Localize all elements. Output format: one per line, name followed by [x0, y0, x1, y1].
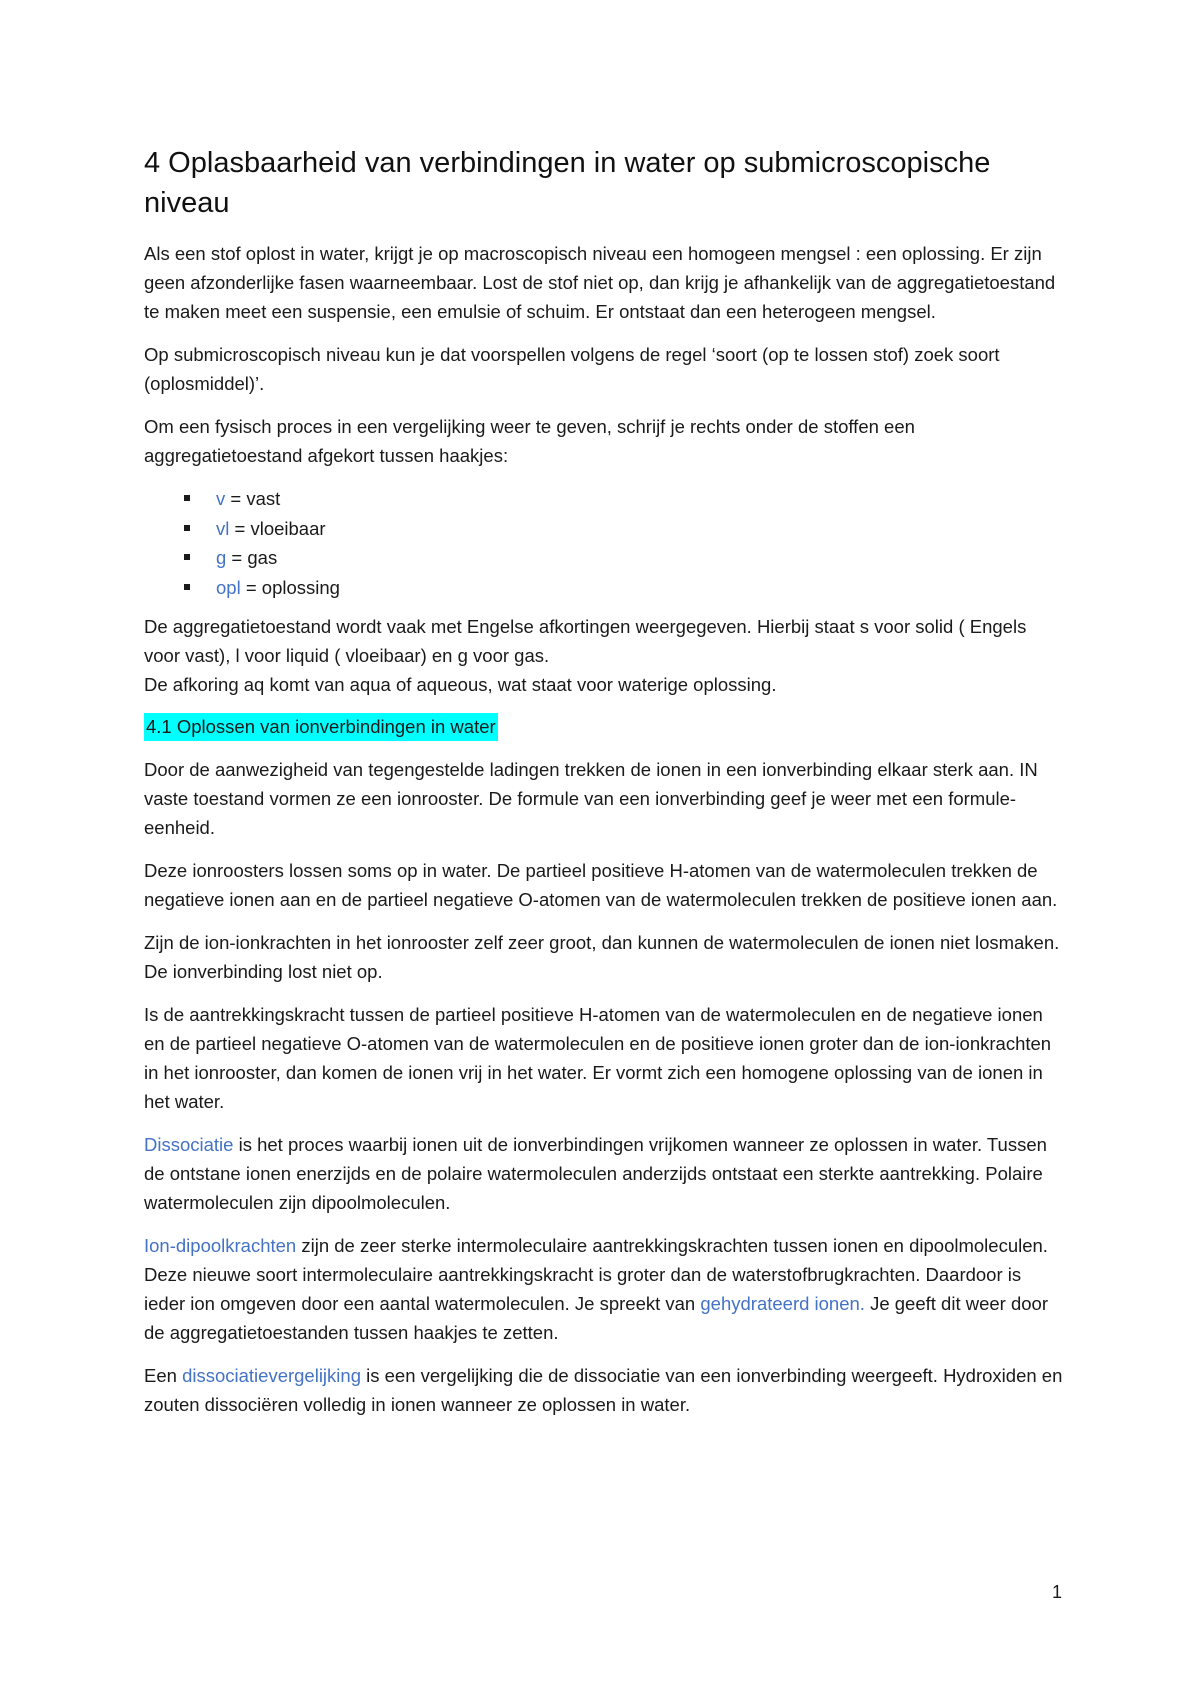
english-line-2: De afkoring aq komt van aqua of aqueous, wat staat voor waterige oplossing. [144, 674, 777, 695]
state-abbreviation: g [216, 547, 227, 568]
aggregation-state-list [144, 484, 1064, 602]
page-content [144, 143, 1064, 1433]
english-line-1: De aggregatietoestand wordt vaak met Engelse afkortingen weergegeven. Hierbij staat s voor solid ( Engels voor vast), l voor liquid ( vloeibaar) en g voor gas. [144, 616, 1027, 666]
intro-paragraph-2: Op submicroscopisch niveau kun je dat voorspellen volgens de regel ‘soort (op te lossen stof) zoek soort (oplosmiddel)’. [144, 344, 1000, 394]
list-item [184, 543, 1064, 573]
state-description: = vast [225, 488, 281, 509]
square-bullet-icon [184, 525, 190, 531]
intro-paragraph-3: Om een fysisch proces in een vergelijking weer te geven, schrijf je rechts onder de stoffen een aggregatietoestand afgekort tussen haakjes: [144, 416, 915, 466]
state-abbreviation: opl [216, 576, 241, 598]
section-paragraph-2: Deze ionroosters lossen soms op in water. De partieel positieve H-atomen van de watermoleculen trekken de negatieve ionen aan en de partieel negatieve O-atomen van de watermoleculen trekken de positieve ionen aan. [144, 860, 1058, 910]
term-dissociatie: Dissociatie [144, 1134, 234, 1155]
list-item [184, 514, 1064, 544]
page-title: 4 Oplasbaarheid van verbindingen in water op submicroscopische niveau [144, 147, 991, 219]
vergelijking-text: is een vergelijking die de dissociatie van een ionverbinding weergeeft. Hydroxiden en zouten dissociëren volledig in ionen wanneer ze oplossen in water. [144, 1365, 1063, 1415]
square-bullet-icon [184, 495, 190, 501]
section-paragraph-4: Is de aantrekkingskracht tussen de partieel positieve H-atomen van de watermoleculen en de negatieve ionen en de partieel negatieve O-atomen van de watermoleculen en de positieve ionen groter dan de ion-ionkrachten in het ionrooster, dan komen de ionen vrij in het water. Er vormt zich een homogene oplossing van de ionen in het water. [144, 1004, 1052, 1112]
dissociatievergelijking-paragraph [144, 1361, 1064, 1419]
square-bullet-icon [184, 554, 190, 560]
state-abbreviation: v [216, 488, 226, 509]
ion-dipool-paragraph [144, 1231, 1064, 1347]
page-number: 1 [1052, 1582, 1063, 1602]
section-paragraph-3: Zijn de ion-ionkrachten in het ionrooster zelf zeer groot, dan kunnen de watermoleculen de ionen niet losmaken. De ionverbinding lost niet op. [144, 932, 1060, 982]
state-description: = vloeibaar [229, 517, 326, 539]
state-description: = gas [226, 547, 278, 568]
list-item [184, 484, 1064, 514]
section-heading-wrapper [144, 713, 1064, 755]
vergelijking-start-text: Een [144, 1365, 183, 1386]
state-abbreviation: vl [216, 517, 230, 539]
term-ion-dipoolkrachten: Ion-dipoolkrachten [144, 1235, 297, 1256]
list-item [184, 573, 1064, 603]
section-paragraph-1: Door de aanwezigheid van tegengestelde ladingen trekken de ionen in een ionverbinding elkaar sterk aan. IN vaste toestand vormen ze een ionrooster. De formule van een ionverbinding geef je weer met een formule-eenheid. [144, 759, 1038, 838]
ion-dipool-end-text: Je geeft dit weer door de aggregatietoestanden tussen haakjes te zetten. [144, 1293, 1049, 1343]
square-bullet-icon [184, 584, 190, 590]
dissociatie-paragraph [144, 1130, 1064, 1217]
state-description: = oplossing [240, 576, 340, 598]
english-abbreviations-paragraph [144, 612, 1064, 699]
section-heading: 4.1 Oplossen van ionverbindingen in water [144, 713, 498, 741]
intro-paragraph-1: Als een stof oplost in water, krijgt je op macroscopisch niveau een homogeen mengsel : een oplossing. Er zijn geen afzonderlijke fasen waarneembaar. Lost de stof niet op, dan krijg je afhankelijk van de aggregatietoestand te maken meet een suspensie, een emulsie of schuim. Er ontstaat dan een heterogeen mengsel. [144, 243, 1056, 322]
term-dissociatievergelijking: dissociatievergelijking [182, 1365, 361, 1386]
term-gehydrateerd-ionen: gehydrateerd ionen. [700, 1293, 865, 1314]
ion-dipool-text: zijn de zeer sterke intermoleculaire aantrekkingskrachten tussen ionen en dipoolmoleculen. Deze nieuwe soort intermoleculaire aantrekkingskracht is groter dan de waterstofbrugkrachten. Daardoor is ieder ion omgeven door een aantal watermoleculen. Je spreekt van [144, 1235, 1048, 1314]
dissociatie-text: is het proces waarbij ionen uit de ionverbindingen vrijkomen wanneer ze oplossen in water. Tussen de ontstane ionen enerzijds en de polaire watermoleculen anderzijds ontstaat een sterkte aantrekking. Polaire watermoleculen zijn dipoolmoleculen. [144, 1134, 1047, 1213]
